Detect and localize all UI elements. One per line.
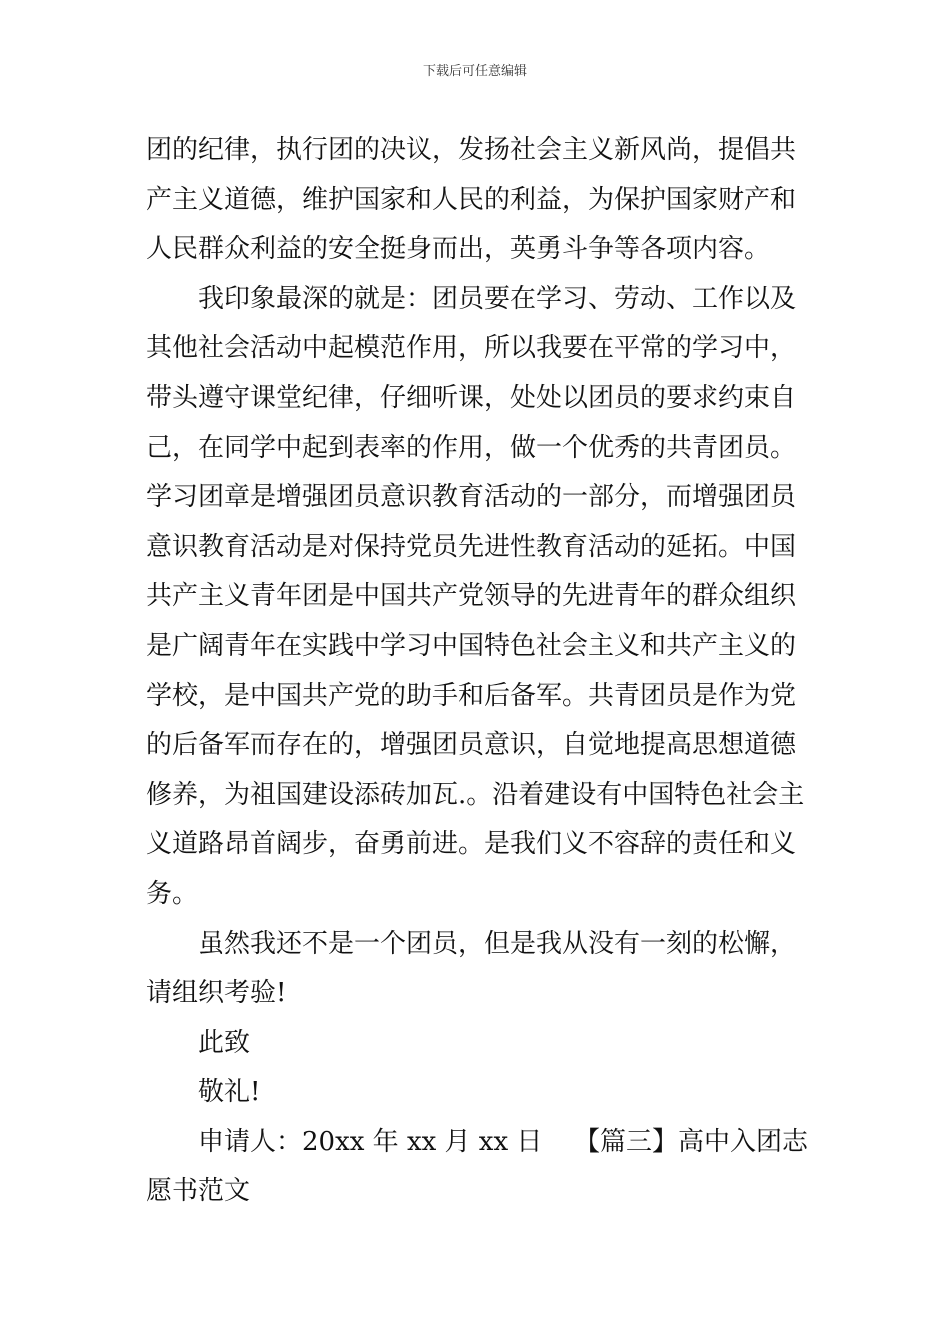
text-line: 学校，是中国共产党的助手和后备军。共青团员是作为党 — [146, 680, 797, 711]
next-section-heading: 【篇三】高中入团志 — [573, 1126, 808, 1157]
closing-salutation: 此致 — [198, 1027, 251, 1058]
text-line: 其他社会活动中起模范作用，所以我要在平常的学习中， — [146, 333, 797, 364]
text-line: 人民群众利益的安全挺身而出，英勇斗争等各项内容。 — [146, 234, 771, 265]
text-line: 我印象最深的就是：团员要在学习、劳动、工作以及 — [198, 283, 797, 314]
text-line: 带头遵守课堂纪律，仔细听课，处处以团员的要求约束自 — [146, 382, 797, 413]
text-line: 的后备军而存在的，增强团员意识，自觉地提高思想道德 — [146, 730, 797, 761]
next-section-heading-continued: 愿书范文 — [146, 1176, 251, 1207]
text-line: 虽然我还不是一个团员，但是我从没有一刻的松懈， — [198, 928, 797, 959]
text-line: 学习团章是增强团员意识教育活动的一部分，而增强团员 — [146, 482, 797, 513]
text-line: 义道路昂首阔步，奋勇前进。是我们义不容辞的责任和义 — [146, 829, 797, 860]
text-line: 请组织考验! — [146, 978, 287, 1009]
document-body — [146, 126, 808, 1217]
signature-row — [146, 1118, 808, 1168]
signature-date: 申请人：20xx 年 xx 月 xx 日 — [198, 1126, 543, 1157]
text-line: 意识教育活动是对保持党员先进性教育活动的延拓。中国 — [146, 531, 797, 562]
text-line: 己，在同学中起到表率的作用，做一个优秀的共青团员。 — [146, 432, 797, 463]
text-line: 产主义道德，维护国家和人民的利益，为保护国家财产和 — [146, 184, 797, 215]
text-line: 务。 — [146, 878, 199, 909]
text-line: 共产主义青年团是中国共产党领导的先进青年的群众组织 — [146, 581, 797, 612]
header-note: 下载后可任意编辑 — [422, 64, 527, 79]
closing-regards: 敬礼! — [198, 1077, 261, 1108]
text-line: 团的纪律，执行团的决议，发扬社会主义新风尚，提倡共 — [146, 135, 797, 165]
text-line: 修养，为祖国建设添砖加瓦.。沿着建设有中国特色社会主 — [146, 779, 805, 810]
text-line: 是广阔青年在实践中学习中国特色社会主义和共产主义的 — [146, 630, 797, 661]
